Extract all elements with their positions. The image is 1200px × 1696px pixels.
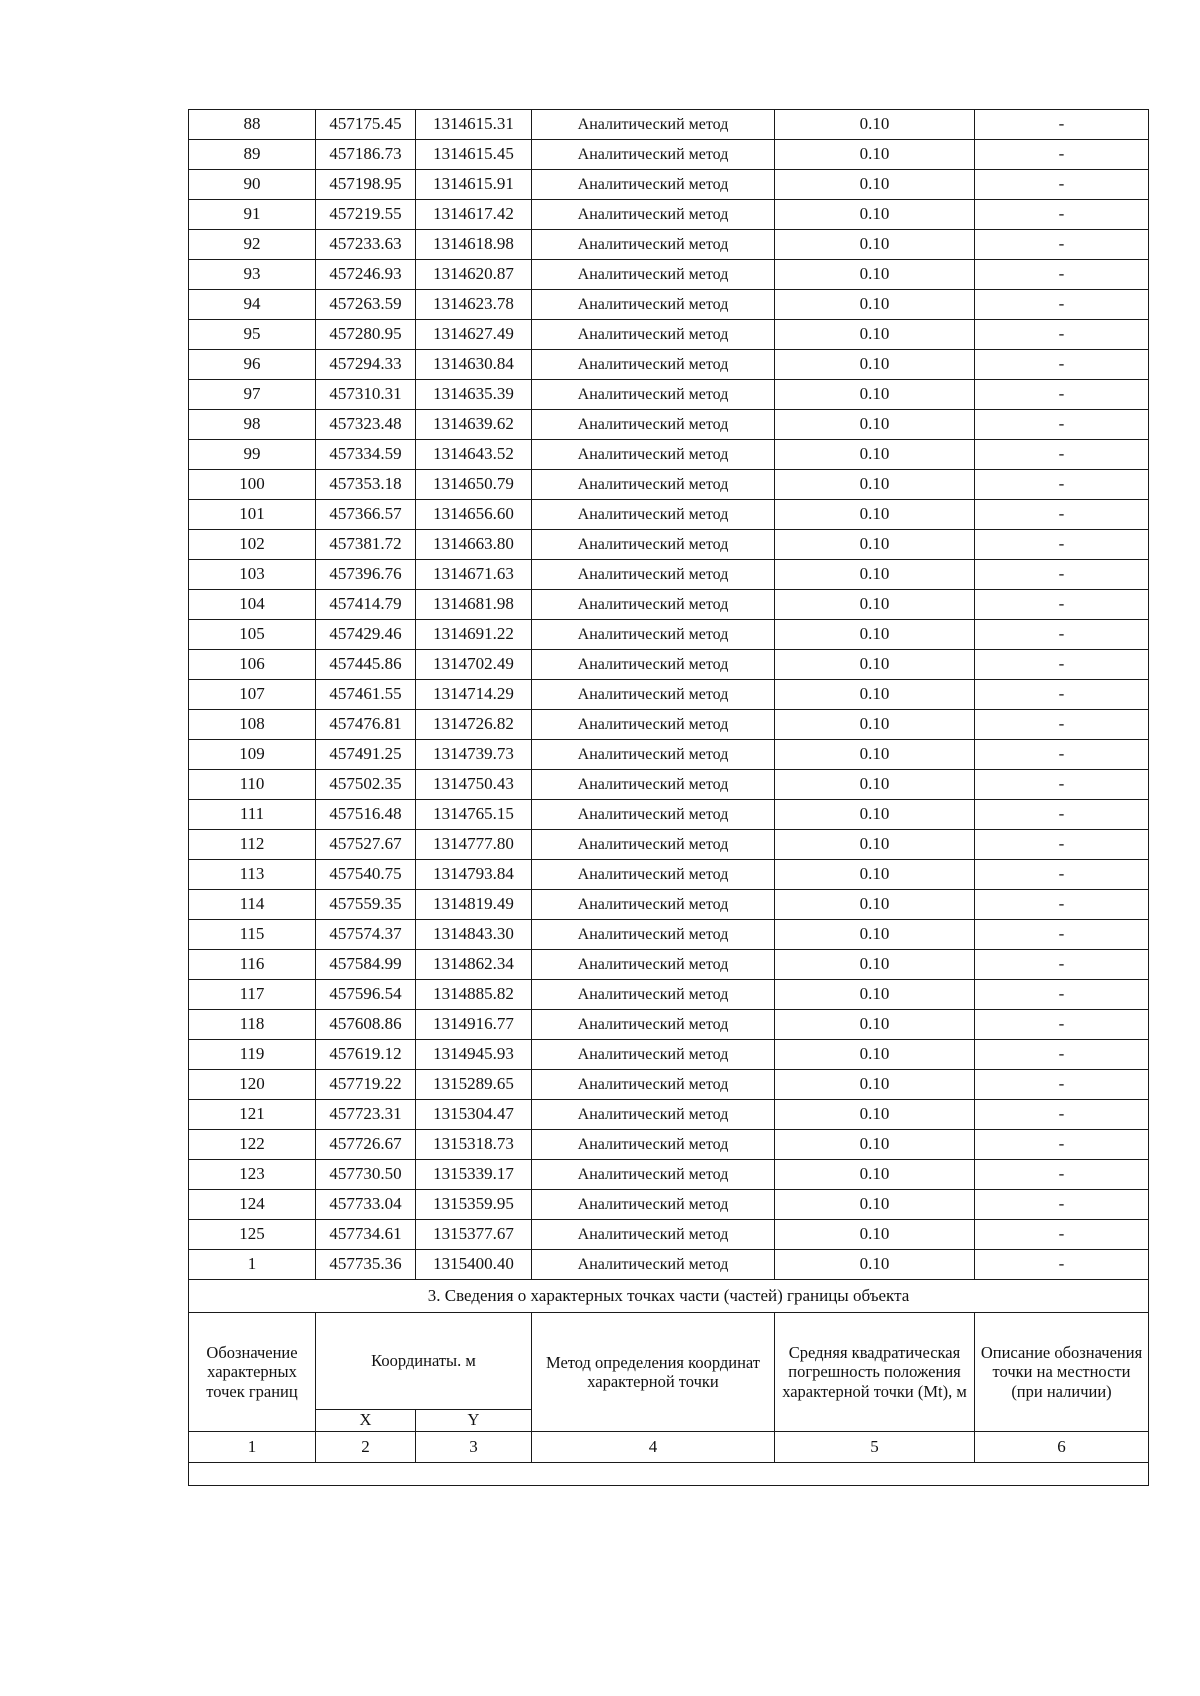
description-cell: -: [975, 500, 1149, 530]
accuracy-cell: 0.10: [775, 1250, 975, 1280]
method-cell: Аналитический метод: [532, 110, 775, 140]
coord-y-cell: 1314623.78: [416, 290, 532, 320]
description-cell: -: [975, 560, 1149, 590]
description-cell: -: [975, 1160, 1149, 1190]
accuracy-cell: 0.10: [775, 170, 975, 200]
table-row: [189, 1250, 1149, 1280]
point-number-cell: 102: [189, 530, 316, 560]
table-row: [189, 830, 1149, 860]
coord-x-cell: 457491.25: [316, 740, 416, 770]
coord-x-cell: 457198.95: [316, 170, 416, 200]
coord-y-cell: 1314726.82: [416, 710, 532, 740]
section3-title-row: [189, 1280, 1149, 1313]
table-row: [189, 170, 1149, 200]
coord-y-cell: 1314945.93: [416, 1040, 532, 1070]
column-number: 3: [416, 1432, 532, 1463]
accuracy-cell: 0.10: [775, 500, 975, 530]
table-row: [189, 1220, 1149, 1250]
accuracy-cell: 0.10: [775, 470, 975, 500]
table-row: [189, 710, 1149, 740]
table-row: [189, 740, 1149, 770]
accuracy-cell: 0.10: [775, 380, 975, 410]
method-cell: Аналитический метод: [532, 890, 775, 920]
description-cell: -: [975, 800, 1149, 830]
accuracy-cell: 0.10: [775, 1190, 975, 1220]
coord-x-cell: 457381.72: [316, 530, 416, 560]
description-cell: -: [975, 110, 1149, 140]
accuracy-cell: 0.10: [775, 110, 975, 140]
table-row: [189, 620, 1149, 650]
coord-y-cell: 1314615.91: [416, 170, 532, 200]
accuracy-cell: 0.10: [775, 740, 975, 770]
point-number-cell: 88: [189, 110, 316, 140]
accuracy-cell: 0.10: [775, 770, 975, 800]
header-x: X: [316, 1410, 416, 1432]
description-cell: -: [975, 740, 1149, 770]
point-number-cell: 107: [189, 680, 316, 710]
point-number-cell: 98: [189, 410, 316, 440]
method-cell: Аналитический метод: [532, 470, 775, 500]
accuracy-cell: 0.10: [775, 920, 975, 950]
point-number-cell: 112: [189, 830, 316, 860]
point-number-cell: 117: [189, 980, 316, 1010]
coord-y-cell: 1315400.40: [416, 1250, 532, 1280]
accuracy-cell: 0.10: [775, 440, 975, 470]
coord-y-cell: 1314650.79: [416, 470, 532, 500]
column-number: 5: [775, 1432, 975, 1463]
accuracy-cell: 0.10: [775, 410, 975, 440]
table-row: [189, 410, 1149, 440]
accuracy-cell: 0.10: [775, 860, 975, 890]
coord-y-cell: 1315339.17: [416, 1160, 532, 1190]
table-row: [189, 950, 1149, 980]
coord-y-cell: 1314702.49: [416, 650, 532, 680]
coord-y-cell: 1315289.65: [416, 1070, 532, 1100]
section3-table: [189, 1280, 1149, 1486]
coord-y-cell: 1314739.73: [416, 740, 532, 770]
document-page: [188, 109, 1148, 1486]
method-cell: Аналитический метод: [532, 440, 775, 470]
table-row: [189, 800, 1149, 830]
coord-y-cell: 1314862.34: [416, 950, 532, 980]
method-cell: Аналитический метод: [532, 950, 775, 980]
point-number-cell: 99: [189, 440, 316, 470]
coord-y-cell: 1314615.31: [416, 110, 532, 140]
description-cell: -: [975, 770, 1149, 800]
point-number-cell: 91: [189, 200, 316, 230]
accuracy-cell: 0.10: [775, 1220, 975, 1250]
accuracy-cell: 0.10: [775, 200, 975, 230]
coord-y-cell: 1314750.43: [416, 770, 532, 800]
coord-x-cell: 457280.95: [316, 320, 416, 350]
point-number-cell: 93: [189, 260, 316, 290]
point-number-cell: 108: [189, 710, 316, 740]
accuracy-cell: 0.10: [775, 560, 975, 590]
section3-header-row: [189, 1313, 1149, 1410]
description-cell: -: [975, 950, 1149, 980]
coord-y-cell: 1315359.95: [416, 1190, 532, 1220]
point-number-cell: 94: [189, 290, 316, 320]
point-number-cell: 116: [189, 950, 316, 980]
coord-x-cell: 457323.48: [316, 410, 416, 440]
coord-y-cell: 1314714.29: [416, 680, 532, 710]
point-number-cell: 103: [189, 560, 316, 590]
description-cell: -: [975, 230, 1149, 260]
method-cell: Аналитический метод: [532, 260, 775, 290]
coord-x-cell: 457445.86: [316, 650, 416, 680]
method-cell: Аналитический метод: [532, 830, 775, 860]
method-cell: Аналитический метод: [532, 1130, 775, 1160]
coord-y-cell: 1314639.62: [416, 410, 532, 440]
method-cell: Аналитический метод: [532, 1250, 775, 1280]
coord-x-cell: 457353.18: [316, 470, 416, 500]
point-number-cell: 125: [189, 1220, 316, 1250]
section3-title: 3. Сведения о характерных точках части (частей) границы объекта: [189, 1280, 1149, 1313]
point-number-cell: 105: [189, 620, 316, 650]
method-cell: Аналитический метод: [532, 1040, 775, 1070]
table-row: [189, 470, 1149, 500]
coord-x-cell: 457334.59: [316, 440, 416, 470]
point-number-cell: 96: [189, 350, 316, 380]
accuracy-cell: 0.10: [775, 320, 975, 350]
method-cell: Аналитический метод: [532, 530, 775, 560]
table-row: [189, 1190, 1149, 1220]
point-number-cell: 115: [189, 920, 316, 950]
coord-x-cell: 457294.33: [316, 350, 416, 380]
coord-y-cell: 1314620.87: [416, 260, 532, 290]
description-cell: -: [975, 380, 1149, 410]
method-cell: Аналитический метод: [532, 1010, 775, 1040]
table-row: [189, 890, 1149, 920]
coord-x-cell: 457559.35: [316, 890, 416, 920]
accuracy-cell: 0.10: [775, 140, 975, 170]
coord-y-cell: 1314615.45: [416, 140, 532, 170]
point-number-cell: 119: [189, 1040, 316, 1070]
coord-x-cell: 457608.86: [316, 1010, 416, 1040]
coord-x-cell: 457476.81: [316, 710, 416, 740]
point-number-cell: 110: [189, 770, 316, 800]
column-number: 4: [532, 1432, 775, 1463]
accuracy-cell: 0.10: [775, 950, 975, 980]
point-number-cell: 97: [189, 380, 316, 410]
table-row: [189, 320, 1149, 350]
coord-x-cell: 457516.48: [316, 800, 416, 830]
description-cell: -: [975, 920, 1149, 950]
empty-row: [189, 1463, 1149, 1486]
method-cell: Аналитический метод: [532, 230, 775, 260]
description-cell: -: [975, 320, 1149, 350]
table-row: [189, 380, 1149, 410]
coord-y-cell: 1314681.98: [416, 590, 532, 620]
point-number-cell: 104: [189, 590, 316, 620]
coord-x-cell: 457396.76: [316, 560, 416, 590]
accuracy-cell: 0.10: [775, 710, 975, 740]
table-row: [189, 110, 1149, 140]
description-cell: -: [975, 290, 1149, 320]
table-row: [189, 500, 1149, 530]
accuracy-cell: 0.10: [775, 590, 975, 620]
table-row: [189, 680, 1149, 710]
coord-y-cell: 1314916.77: [416, 1010, 532, 1040]
point-number-cell: 120: [189, 1070, 316, 1100]
table-row: [189, 230, 1149, 260]
coord-x-cell: 457733.04: [316, 1190, 416, 1220]
coord-y-cell: 1314635.39: [416, 380, 532, 410]
coord-x-cell: 457584.99: [316, 950, 416, 980]
column-numbers-row: [189, 1432, 1149, 1463]
point-number-cell: 95: [189, 320, 316, 350]
method-cell: Аналитический метод: [532, 1220, 775, 1250]
point-number-cell: 124: [189, 1190, 316, 1220]
point-number-cell: 100: [189, 470, 316, 500]
method-cell: Аналитический метод: [532, 1100, 775, 1130]
accuracy-cell: 0.10: [775, 260, 975, 290]
point-number-cell: 118: [189, 1010, 316, 1040]
coord-x-cell: 457175.45: [316, 110, 416, 140]
method-cell: Аналитический метод: [532, 680, 775, 710]
description-cell: -: [975, 1130, 1149, 1160]
method-cell: Аналитический метод: [532, 980, 775, 1010]
description-cell: -: [975, 410, 1149, 440]
coord-x-cell: 457735.36: [316, 1250, 416, 1280]
coord-x-cell: 457596.54: [316, 980, 416, 1010]
point-number-cell: 92: [189, 230, 316, 260]
header-points: Обозначение характерных точек границ: [189, 1313, 316, 1432]
description-cell: -: [975, 830, 1149, 860]
table-row: [189, 260, 1149, 290]
accuracy-cell: 0.10: [775, 1040, 975, 1070]
coord-x-cell: 457429.46: [316, 620, 416, 650]
coord-x-cell: 457366.57: [316, 500, 416, 530]
coord-y-cell: 1314618.98: [416, 230, 532, 260]
coord-y-cell: 1314793.84: [416, 860, 532, 890]
method-cell: Аналитический метод: [532, 170, 775, 200]
accuracy-cell: 0.10: [775, 1100, 975, 1130]
table-row: [189, 1100, 1149, 1130]
table-row: [189, 290, 1149, 320]
coord-y-cell: 1314691.22: [416, 620, 532, 650]
table-row: [189, 1160, 1149, 1190]
point-number-cell: 1: [189, 1250, 316, 1280]
coord-y-cell: 1314643.52: [416, 440, 532, 470]
boundary-points-table: [188, 109, 1149, 1486]
header-accuracy: Средняя квадратическая погрешность положения характерной точки (Mt), м: [775, 1313, 975, 1432]
description-cell: -: [975, 260, 1149, 290]
description-cell: -: [975, 1190, 1149, 1220]
coord-x-cell: 457734.61: [316, 1220, 416, 1250]
method-cell: Аналитический метод: [532, 1160, 775, 1190]
table-row: [189, 1130, 1149, 1160]
method-cell: Аналитический метод: [532, 800, 775, 830]
accuracy-cell: 0.10: [775, 350, 975, 380]
coord-x-cell: 457574.37: [316, 920, 416, 950]
point-number-cell: 89: [189, 140, 316, 170]
description-cell: -: [975, 140, 1149, 170]
point-number-cell: 101: [189, 500, 316, 530]
point-number-cell: 114: [189, 890, 316, 920]
method-cell: Аналитический метод: [532, 710, 775, 740]
description-cell: -: [975, 200, 1149, 230]
accuracy-cell: 0.10: [775, 1010, 975, 1040]
description-cell: -: [975, 1220, 1149, 1250]
coord-y-cell: 1315377.67: [416, 1220, 532, 1250]
table-row: [189, 860, 1149, 890]
coord-y-cell: 1315304.47: [416, 1100, 532, 1130]
point-number-cell: 113: [189, 860, 316, 890]
coord-y-cell: 1314627.49: [416, 320, 532, 350]
accuracy-cell: 0.10: [775, 290, 975, 320]
empty-cell: [189, 1463, 1149, 1486]
table-row: [189, 650, 1149, 680]
point-number-cell: 90: [189, 170, 316, 200]
coord-y-cell: 1314819.49: [416, 890, 532, 920]
coord-x-cell: 457527.67: [316, 830, 416, 860]
accuracy-cell: 0.10: [775, 230, 975, 260]
description-cell: -: [975, 980, 1149, 1010]
method-cell: Аналитический метод: [532, 140, 775, 170]
accuracy-cell: 0.10: [775, 1160, 975, 1190]
coord-x-cell: 457263.59: [316, 290, 416, 320]
description-cell: -: [975, 1100, 1149, 1130]
method-cell: Аналитический метод: [532, 290, 775, 320]
coord-y-cell: 1314663.80: [416, 530, 532, 560]
description-cell: -: [975, 1010, 1149, 1040]
accuracy-cell: 0.10: [775, 1070, 975, 1100]
method-cell: Аналитический метод: [532, 1070, 775, 1100]
description-cell: -: [975, 710, 1149, 740]
table-row: [189, 200, 1149, 230]
coord-y-cell: 1314885.82: [416, 980, 532, 1010]
table-row: [189, 590, 1149, 620]
point-number-cell: 111: [189, 800, 316, 830]
method-cell: Аналитический метод: [532, 410, 775, 440]
point-number-cell: 122: [189, 1130, 316, 1160]
coord-x-cell: 457619.12: [316, 1040, 416, 1070]
method-cell: Аналитический метод: [532, 860, 775, 890]
description-cell: -: [975, 890, 1149, 920]
coord-y-cell: 1314777.80: [416, 830, 532, 860]
description-cell: -: [975, 470, 1149, 500]
coord-y-cell: 1314617.42: [416, 200, 532, 230]
column-number: 6: [975, 1432, 1149, 1463]
table-row: [189, 140, 1149, 170]
method-cell: Аналитический метод: [532, 1190, 775, 1220]
description-cell: -: [975, 350, 1149, 380]
table-row: [189, 1040, 1149, 1070]
method-cell: Аналитический метод: [532, 560, 775, 590]
method-cell: Аналитический метод: [532, 740, 775, 770]
method-cell: Аналитический метод: [532, 920, 775, 950]
accuracy-cell: 0.10: [775, 530, 975, 560]
coord-x-cell: 457726.67: [316, 1130, 416, 1160]
description-cell: -: [975, 530, 1149, 560]
points-table-body: [189, 110, 1149, 1280]
table-row: [189, 530, 1149, 560]
header-method: Метод определения координат характерной точки: [532, 1313, 775, 1432]
method-cell: Аналитический метод: [532, 380, 775, 410]
table-row: [189, 1010, 1149, 1040]
point-number-cell: 106: [189, 650, 316, 680]
description-cell: -: [975, 440, 1149, 470]
coord-x-cell: 457310.31: [316, 380, 416, 410]
method-cell: Аналитический метод: [532, 350, 775, 380]
coord-x-cell: 457246.93: [316, 260, 416, 290]
coord-y-cell: 1314765.15: [416, 800, 532, 830]
accuracy-cell: 0.10: [775, 620, 975, 650]
accuracy-cell: 0.10: [775, 1130, 975, 1160]
description-cell: -: [975, 1070, 1149, 1100]
method-cell: Аналитический метод: [532, 620, 775, 650]
table-row: [189, 980, 1149, 1010]
coord-x-cell: 457461.55: [316, 680, 416, 710]
table-row: [189, 350, 1149, 380]
coord-x-cell: 457219.55: [316, 200, 416, 230]
coord-y-cell: 1314671.63: [416, 560, 532, 590]
point-number-cell: 123: [189, 1160, 316, 1190]
description-cell: -: [975, 680, 1149, 710]
description-cell: -: [975, 1040, 1149, 1070]
header-y: Y: [416, 1410, 532, 1432]
accuracy-cell: 0.10: [775, 680, 975, 710]
accuracy-cell: 0.10: [775, 980, 975, 1010]
method-cell: Аналитический метод: [532, 500, 775, 530]
coord-x-cell: 457723.31: [316, 1100, 416, 1130]
method-cell: Аналитический метод: [532, 650, 775, 680]
coord-x-cell: 457730.50: [316, 1160, 416, 1190]
description-cell: -: [975, 1250, 1149, 1280]
description-cell: -: [975, 170, 1149, 200]
coord-x-cell: 457414.79: [316, 590, 416, 620]
accuracy-cell: 0.10: [775, 650, 975, 680]
coord-x-cell: 457186.73: [316, 140, 416, 170]
accuracy-cell: 0.10: [775, 890, 975, 920]
accuracy-cell: 0.10: [775, 800, 975, 830]
coord-y-cell: 1315318.73: [416, 1130, 532, 1160]
table-row: [189, 920, 1149, 950]
description-cell: -: [975, 860, 1149, 890]
column-number: 2: [316, 1432, 416, 1463]
description-cell: -: [975, 650, 1149, 680]
method-cell: Аналитический метод: [532, 770, 775, 800]
description-cell: -: [975, 620, 1149, 650]
header-coordinates: Координаты. м: [316, 1313, 532, 1410]
coord-x-cell: 457719.22: [316, 1070, 416, 1100]
table-row: [189, 770, 1149, 800]
column-number: 1: [189, 1432, 316, 1463]
coord-x-cell: 457540.75: [316, 860, 416, 890]
method-cell: Аналитический метод: [532, 590, 775, 620]
coord-y-cell: 1314656.60: [416, 500, 532, 530]
coord-y-cell: 1314843.30: [416, 920, 532, 950]
coord-x-cell: 457502.35: [316, 770, 416, 800]
coord-y-cell: 1314630.84: [416, 350, 532, 380]
table-row: [189, 440, 1149, 470]
description-cell: -: [975, 590, 1149, 620]
table-row: [189, 560, 1149, 590]
method-cell: Аналитический метод: [532, 320, 775, 350]
method-cell: Аналитический метод: [532, 200, 775, 230]
header-description: Описание обозначения точки на местности (при наличии): [975, 1313, 1149, 1432]
coord-x-cell: 457233.63: [316, 230, 416, 260]
table-row: [189, 1070, 1149, 1100]
accuracy-cell: 0.10: [775, 830, 975, 860]
point-number-cell: 109: [189, 740, 316, 770]
point-number-cell: 121: [189, 1100, 316, 1130]
